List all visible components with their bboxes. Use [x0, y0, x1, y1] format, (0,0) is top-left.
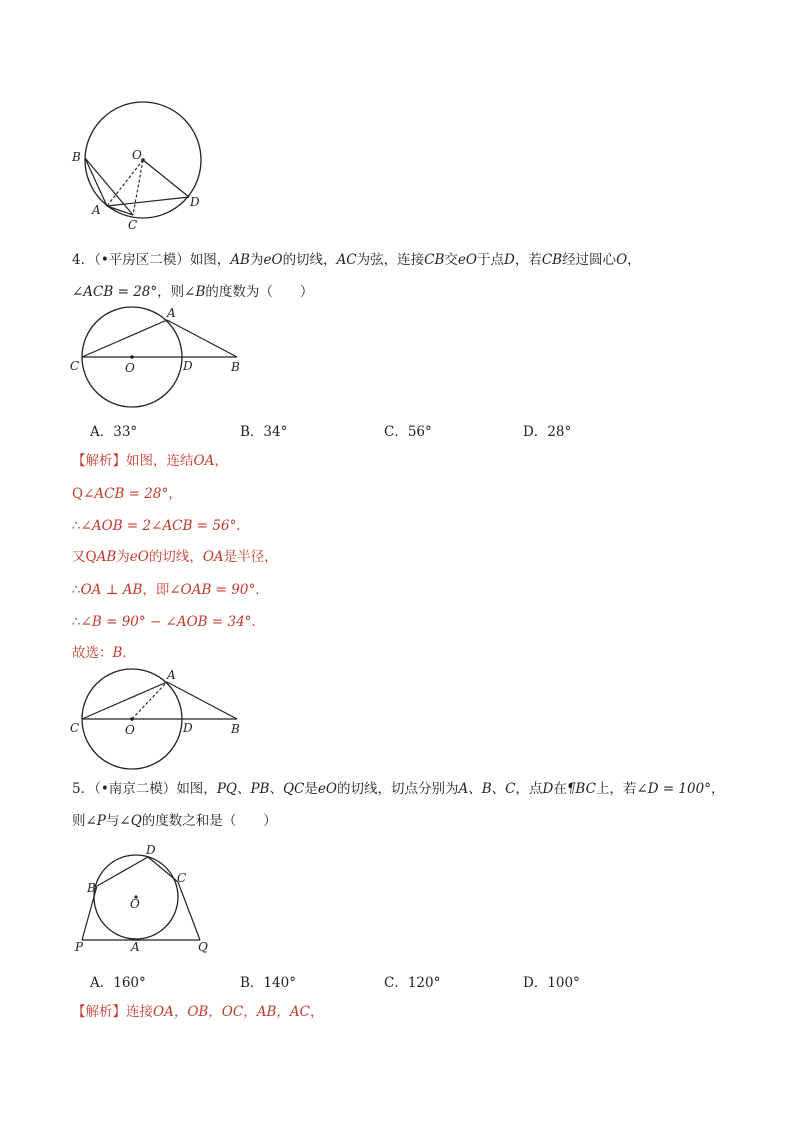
q4-text: ， — [627, 252, 641, 268]
q5-math: PB — [250, 781, 270, 797]
figure-q5 — [70, 842, 220, 954]
q5-fig-label-q: Q — [198, 940, 208, 954]
q4-solution-line-6 — [72, 612, 265, 632]
q4-text: 为 — [249, 252, 264, 268]
option-label: B． — [240, 424, 264, 440]
q4-solution-math: AB — [96, 549, 117, 565]
q4-math: ∠B — [184, 284, 206, 300]
fig1-label-c: C — [128, 218, 138, 232]
q5-text: 、 — [269, 781, 283, 797]
q4-solution-math: O — [137, 549, 149, 565]
option-label: D． — [523, 424, 548, 440]
q4-fig-label-a: A — [167, 306, 176, 320]
q4-solution-text: 的切线， — [148, 549, 203, 565]
fig1-label-o: O — [132, 148, 142, 162]
q5-fig-label-c: C — [177, 871, 187, 885]
q5-line-2 — [72, 811, 277, 831]
q4-solution-text: 如图，连结 — [126, 453, 194, 469]
q5-solution-math: OA，OB，OC，AB，AC — [153, 1004, 310, 1020]
q4-solution-text: 又Q — [72, 549, 97, 565]
option-value: 160° — [113, 975, 146, 991]
q5-solution-text: ， — [309, 1004, 324, 1020]
q5-math: ∠D = 100° — [636, 781, 711, 797]
figure-q4-solution — [65, 662, 265, 772]
q5-text: 、 — [468, 781, 482, 797]
q4-solution-line-3 — [72, 516, 250, 536]
q4-option-d[interactable] — [523, 420, 571, 440]
q4-text: 交 — [444, 252, 458, 268]
q5-text: ，点 — [515, 781, 543, 797]
q5-text: 在 — [553, 781, 567, 797]
q4-text: ，则 — [157, 284, 185, 300]
q4-option-a[interactable] — [90, 420, 137, 440]
q5-solution-line-1 — [72, 1002, 323, 1022]
q5-option-c[interactable] — [384, 971, 440, 991]
q4-math: ∠ACB = 28° — [72, 284, 158, 300]
q4-solution-text: ，即 — [142, 582, 170, 598]
q5-math: ¶BC — [566, 781, 596, 797]
q4-solution-line-2 — [72, 484, 182, 504]
option-value: 34° — [263, 424, 288, 440]
option-value: 28° — [547, 424, 572, 440]
q5-math: C — [505, 781, 516, 797]
q4-solution-text: 故选： — [72, 645, 113, 661]
option-label: C． — [384, 424, 408, 440]
q4-solution-text: 是半径， — [223, 549, 278, 565]
q4-math: CB — [424, 252, 445, 268]
q4-solution-line-4 — [72, 547, 278, 567]
fig1-label-a: A — [92, 203, 101, 217]
q4-solution-math: ∠AOB = 2∠ACB = 56° — [80, 518, 237, 534]
q5-math: O — [325, 781, 337, 797]
option-value: 120° — [407, 975, 441, 991]
q4-math: AB — [230, 252, 250, 268]
q4-solution-line-7 — [72, 643, 136, 663]
option-label: B． — [240, 975, 264, 991]
q5-line-1 — [72, 779, 724, 799]
q5-text: 上，若 — [595, 781, 637, 797]
q4s-fig-label-b: B — [231, 722, 240, 736]
q4-line-1 — [72, 250, 641, 270]
q5-fig-label-d: D — [146, 843, 156, 857]
q4-text: 的切线， — [282, 252, 337, 268]
q4-math: O — [616, 252, 628, 268]
q5-text: ， — [710, 781, 725, 797]
q4-solution-text: ． — [251, 614, 265, 630]
q4-solution-math: e — [129, 549, 138, 565]
solution-tag: 【解析】 — [72, 453, 126, 469]
q5-math: D — [542, 781, 554, 797]
q4-solution-text: ， — [168, 486, 182, 502]
option-label: A． — [90, 424, 114, 440]
q5-math: ∠Q — [119, 813, 142, 829]
q4-option-b[interactable] — [240, 420, 287, 440]
q5-fig-label-b: B — [87, 881, 96, 895]
q4-solution-text: ． — [122, 645, 136, 661]
q5-math: B — [481, 781, 492, 797]
q4-solution-math: ∠ACB = 28° — [83, 486, 169, 502]
q4-math: D — [503, 252, 515, 268]
q4-text: 于点 — [476, 252, 504, 268]
option-label: C． — [384, 975, 408, 991]
q4-solution-text: ∴ — [72, 518, 81, 534]
q5-text: 的度数之和是（ ） — [141, 813, 277, 829]
q5-solution-text: 连接 — [126, 1004, 153, 1020]
q4-solution-math: B — [112, 645, 123, 661]
option-value: 140° — [263, 975, 296, 991]
q4-solution-text: ∴ — [72, 582, 81, 598]
q5-text: 、 — [236, 781, 251, 797]
q4-solution-text: ． — [255, 582, 269, 598]
option-value: 33° — [113, 424, 138, 440]
fig1-label-b: B — [72, 150, 81, 164]
q5-option-b[interactable] — [240, 971, 296, 991]
q4-option-c[interactable] — [384, 420, 432, 440]
q4s-fig-label-d: D — [183, 721, 193, 735]
option-value: 100° — [547, 975, 580, 991]
q4-number: 4． — [72, 252, 95, 268]
figure-circle-1 — [60, 95, 220, 235]
q5-math: e — [317, 781, 326, 797]
q4-math: e — [263, 252, 272, 268]
q4-math: O — [271, 252, 283, 268]
q4-source: （•平房区二模） — [94, 252, 190, 268]
solution-tag: 【解析】 — [72, 1004, 126, 1020]
q5-text: 的切线，切点分别为 — [336, 781, 459, 797]
q4-solution-math: OA — [202, 549, 224, 565]
q4-fig-label-o: O — [125, 361, 135, 375]
q4-math: e — [457, 252, 466, 268]
q4-text: ，若 — [514, 252, 542, 268]
q4-text: 的度数为（ ） — [205, 284, 314, 300]
q5-math: PQ — [216, 781, 237, 797]
q4-math: O — [465, 252, 477, 268]
q5-text: 、 — [491, 781, 506, 797]
q4-fig-label-c: C — [70, 359, 80, 373]
q4-line-2 — [72, 282, 313, 302]
option-label: D． — [523, 975, 548, 991]
q4-fig-label-d: D — [183, 359, 193, 373]
q4-solution-text: ． — [236, 518, 250, 534]
q4s-fig-label-a: A — [167, 668, 176, 682]
q4-solution-math: ∠B = 90° − ∠AOB = 34° — [80, 614, 252, 630]
q5-fig-label-o: O — [130, 897, 140, 911]
option-value: 56° — [407, 424, 432, 440]
figure-q4 — [65, 300, 265, 410]
q5-math: ∠P — [85, 813, 106, 829]
q4-fig-label-b: B — [231, 360, 240, 374]
q5-text: 如图， — [176, 781, 217, 797]
q4-text: 经过圆心 — [562, 252, 617, 268]
q5-option-a[interactable] — [90, 971, 146, 991]
q4-solution-line-1 — [72, 451, 228, 471]
q4-solution-text: ∴ — [72, 614, 81, 630]
q4-text: 为弦，连接 — [356, 252, 425, 268]
q5-option-d[interactable] — [523, 971, 580, 991]
q4-math: AC — [336, 252, 357, 268]
q4-solution-math: OA — [193, 453, 215, 469]
q4-solution-text: ， — [214, 453, 228, 469]
q4-text: 如图， — [189, 252, 231, 268]
q5-text: 则 — [72, 813, 86, 829]
fig1-label-d: D — [190, 195, 200, 209]
option-label: A． — [90, 975, 114, 991]
q4-solution-math: ∠OAB = 90° — [169, 582, 256, 598]
q5-text: 与 — [105, 813, 120, 829]
q4-solution-text: Q — [72, 486, 84, 502]
q4-math: CB — [541, 252, 563, 268]
q5-number: 5． — [72, 781, 95, 797]
q4-solution-math: OA ⊥ AB — [80, 582, 143, 598]
q4-solution-line-5 — [72, 580, 269, 600]
q5-math: A — [458, 781, 469, 797]
q5-fig-label-p: P — [75, 940, 84, 954]
q4-solution-text: 为 — [116, 549, 130, 565]
q5-math: QC — [282, 781, 305, 797]
q4s-fig-label-c: C — [70, 721, 80, 735]
q5-fig-label-a: A — [131, 940, 140, 954]
q4s-fig-label-o: O — [125, 723, 135, 737]
q5-source: （•南京二模） — [94, 781, 177, 797]
q5-text: 是 — [304, 781, 318, 797]
